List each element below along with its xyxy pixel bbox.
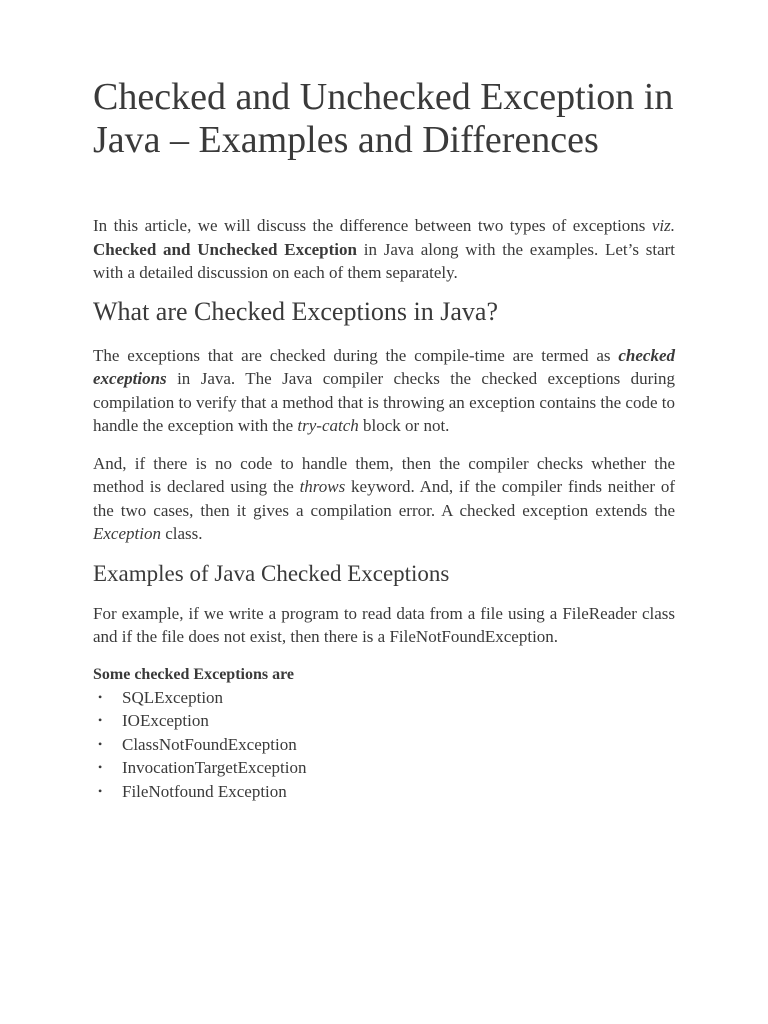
article — [93, 76, 675, 803]
list-title: Some checked Exceptions are — [93, 665, 295, 683]
list-item-label: ClassNotFoundException — [122, 734, 297, 754]
list-item — [93, 780, 675, 804]
list-item — [93, 686, 675, 710]
try-catch-term: try-catch — [297, 416, 359, 435]
section-heading-examples: Examples of Java Checked Exceptions — [93, 560, 450, 586]
list-item-label: SQLException — [122, 687, 224, 707]
checked-exceptions-term: checked exceptions — [93, 345, 675, 388]
bullet-icon: • — [98, 783, 103, 798]
bullet-icon: • — [98, 713, 103, 727]
checked-exceptions-list — [93, 686, 675, 804]
list-item-label: InvocationTargetException — [122, 758, 307, 777]
throws-text-1: And, if there is no code to handle them, then the compiler checks whether the method is declared using the — [93, 453, 675, 496]
checked-text-3: block or not. — [358, 416, 450, 435]
article-title: Checked and Unchecked Exception in Java – Examples and Differences — [93, 76, 674, 161]
throws-term: throws — [299, 477, 346, 496]
intro-paragraph — [93, 214, 675, 285]
throws-text-2: keyword. And, if the compiler finds neither of the two cases, then it gives a compilation error. A checked exception extends the — [93, 477, 675, 520]
intro-viz: viz. — [651, 216, 675, 235]
list-item — [93, 733, 675, 757]
section-heading-checked: What are Checked Exceptions in Java? — [93, 296, 498, 326]
checked-text-1: The exceptions that are checked during the compile-time are termed as — [93, 345, 619, 365]
bullet-icon: • — [98, 736, 103, 751]
checked-definition-paragraph — [93, 344, 675, 438]
intro-text-1: In this article, we will discuss the difference between two types of exceptions — [93, 216, 652, 235]
intro-bold-term: Checked and Unchecked Exception — [93, 239, 357, 259]
intro-text-3: in Java along with the examples. Let’s start with a detailed discussion on each of them separately. — [93, 239, 675, 282]
list-item-label: IOException — [122, 711, 209, 730]
throws-paragraph — [93, 452, 675, 546]
bullet-icon: • — [98, 760, 103, 774]
list-item — [93, 756, 675, 780]
checked-text-2: in Java. The Java compiler checks the checked exceptions during compilation to verify that a method that is throwing an exception contains the code to handle the exception with the — [93, 369, 675, 435]
bullet-icon: • — [98, 689, 103, 704]
exception-term: Exception — [93, 524, 161, 543]
throws-text-3: class. — [160, 524, 203, 543]
example-paragraph: For example, if we write a program to read data from a file using a FileReader class and if the file does not exist, then there is a FileNotFoundException. — [93, 603, 675, 646]
list-item — [93, 709, 675, 733]
list-item-label: FileNotfound Exception — [122, 781, 287, 801]
